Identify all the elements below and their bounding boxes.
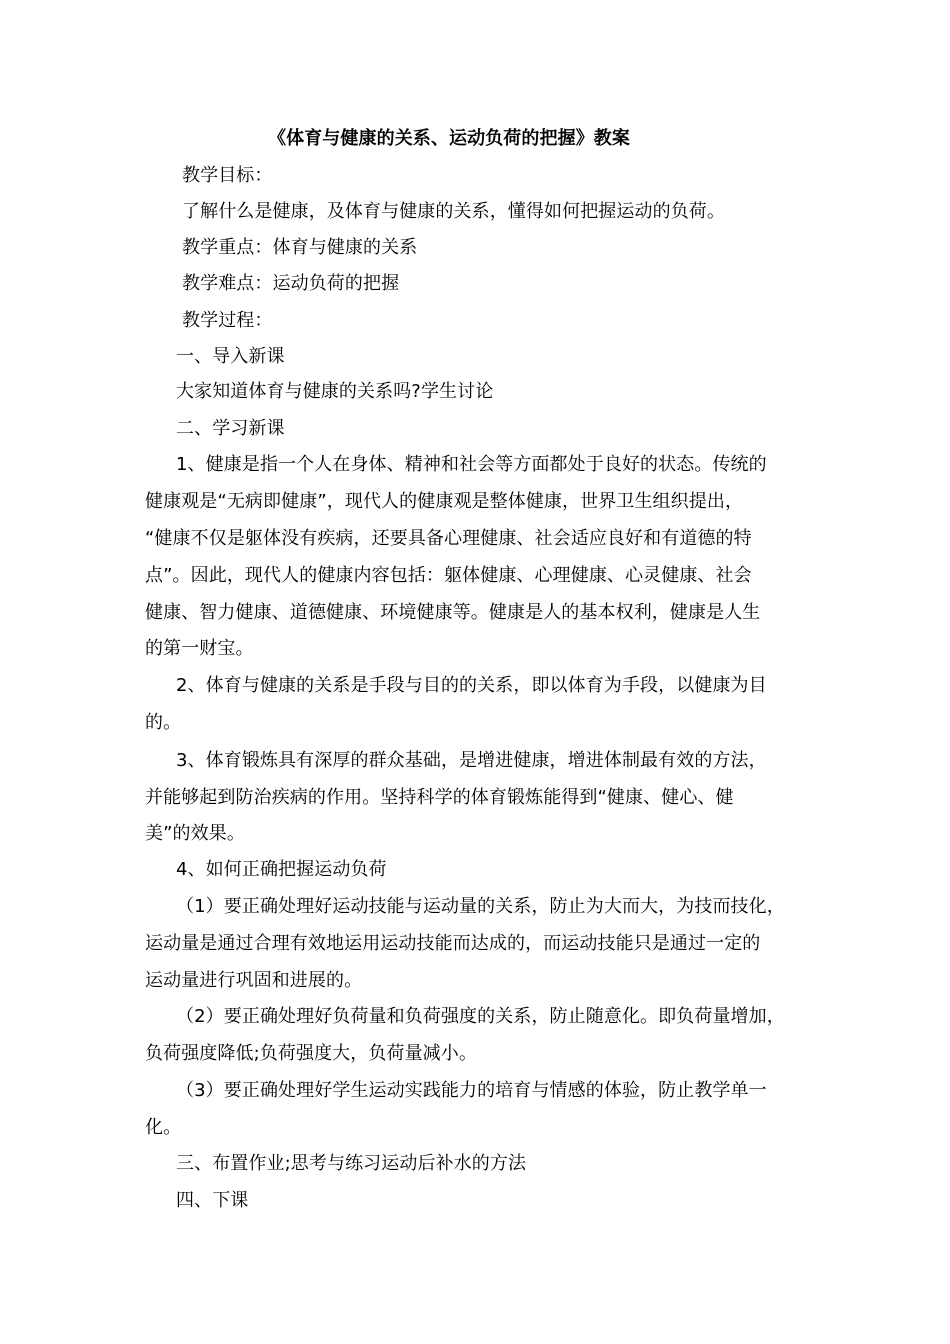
section-4-heading: 四、下课 (176, 1190, 249, 1211)
teaching-goal-heading: 教学目标： (182, 165, 273, 186)
teaching-focus: 教学重点：体育与健康的关系 (182, 237, 418, 258)
paragraph-line: 美”的效果。 (145, 823, 245, 844)
teaching-difficulty: 教学难点：运动负荷的把握 (182, 273, 400, 294)
paragraph-line: 并能够起到防治疾病的作用。坚持科学的体育锻炼能得到“健康、健心、健 (145, 787, 734, 808)
paragraph-line: （2）要正确处理好负荷量和负荷强度的关系，防止随意化。即负荷量增加， (176, 1006, 785, 1027)
paragraph-line: 2、体育与健康的关系是手段与目的的关系，即以体育为手段，以健康为目 (176, 675, 767, 696)
section-1-heading: 一、导入新课 (176, 346, 285, 367)
section-1-text: 大家知道体育与健康的关系吗?学生讨论 (176, 381, 494, 402)
paragraph-line: （3）要正确处理好学生运动实践能力的培育与情感的体验，防止教学单一 (176, 1080, 767, 1101)
teaching-process-heading: 教学过程： (182, 310, 273, 331)
section-2-heading: 二、学习新课 (176, 418, 285, 439)
section-3-heading: 三、布置作业;思考与练习运动后补水的方法 (176, 1153, 527, 1174)
subsection-heading: 4、如何正确把握运动负荷 (176, 859, 387, 880)
paragraph-line: （1）要正确处理好运动技能与运动量的关系，防止为大而大，为技而技化， (176, 896, 785, 917)
paragraph-line: 化。 (145, 1117, 182, 1138)
teaching-goal-text: 了解什么是健康，及体育与健康的关系，懂得如何把握运动的负荷。 (182, 201, 725, 222)
paragraph-line: “健康不仅是躯体没有疾病，还要具备心理健康、社会适应良好和有道德的特 (145, 528, 752, 549)
paragraph-line: 1、健康是指一个人在身体、精神和社会等方面都处于良好的状态。传统的 (176, 454, 767, 475)
document-title: 《体育与健康的关系、运动负荷的把握》教案 (268, 128, 630, 149)
paragraph-line: 3、体育锻炼具有深厚的群众基础，是增进健康，增进体制最有效的方法， (176, 750, 767, 771)
paragraph-line: 健康观是“无病即健康”，现代人的健康观是整体健康，世界卫生组织提出， (145, 491, 744, 512)
paragraph-line: 的。 (145, 712, 182, 733)
paragraph-line: 健康、智力健康、道德健康、环境健康等。健康是人的基本权利，健康是人生 (145, 602, 761, 623)
paragraph-line: 点”。因此，现代人的健康内容包括：躯体健康、心理健康、心灵健康、社会 (145, 565, 752, 586)
paragraph-line: 运动量进行巩固和进展的。 (145, 970, 363, 991)
paragraph-line: 负荷强度降低;负荷强度大，负荷量减小。 (145, 1043, 477, 1064)
paragraph-line: 运动量是通过合理有效地运用运动技能而达成的，而运动技能只是通过一定的 (145, 933, 761, 954)
paragraph-line: 的第一财宝。 (145, 638, 254, 659)
